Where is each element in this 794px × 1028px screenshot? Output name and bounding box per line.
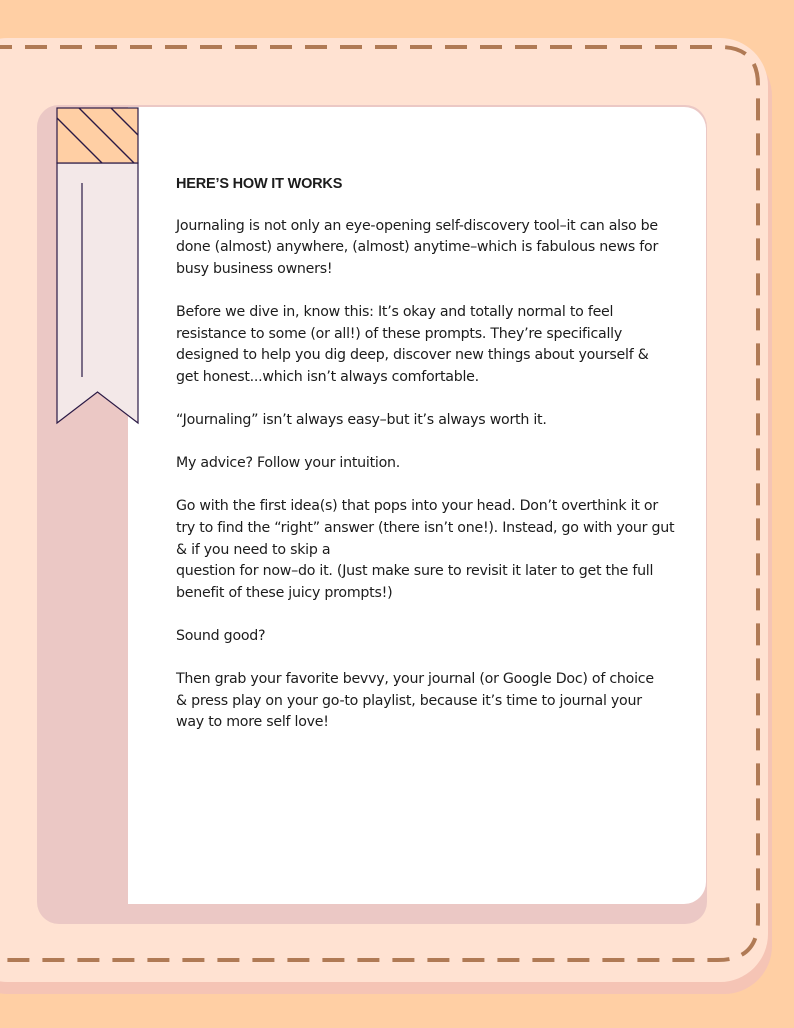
paragraph-list bbox=[176, 216, 675, 734]
paragraph-line: busy business owners! bbox=[176, 260, 333, 277]
paragraph-line: designed to help you dig deep, discover new things about yourself & bbox=[176, 347, 649, 364]
paragraph-line: try to find the “right” answer (there isn’t one!). Instead, go with your gut bbox=[176, 519, 675, 536]
paragraph bbox=[176, 496, 675, 604]
ribbon-body bbox=[57, 163, 138, 423]
page-title: HERE’S HOW IT WORKS bbox=[176, 176, 343, 192]
paragraph bbox=[176, 669, 658, 734]
paragraph-line: get honest...which isn’t always comfortable. bbox=[176, 368, 479, 385]
paragraph-line: way to more self love! bbox=[176, 714, 329, 731]
paragraph-line: & if you need to skip a bbox=[176, 541, 331, 558]
paragraph-line: Before we dive in, know this: It’s okay and totally normal to feel bbox=[176, 303, 614, 320]
paragraph-line: Sound good? bbox=[176, 627, 266, 644]
document-body bbox=[176, 174, 675, 755]
paragraph-line: Journaling is not only an eye-opening self-discovery tool–it can also be bbox=[176, 217, 658, 234]
paragraph bbox=[176, 302, 658, 388]
paragraph-line: benefit of these juicy prompts!) bbox=[176, 584, 393, 601]
bookmark-ribbon-icon bbox=[56, 107, 139, 425]
paragraph-line: done (almost) anywhere, (almost) anytime–which is fabulous news for bbox=[176, 239, 659, 256]
paragraph bbox=[176, 410, 658, 432]
paragraph-line: question for now–do it. (Just make sure to revisit it later to get the full bbox=[176, 563, 654, 580]
paragraph bbox=[176, 626, 658, 648]
paragraph-line: Go with the first idea(s) that pops into your head. Don’t overthink it or bbox=[176, 498, 658, 515]
paragraph-line: resistance to some (or all!) of these prompts. They’re specifically bbox=[176, 325, 622, 342]
paragraph bbox=[176, 453, 658, 475]
paragraph-line: “Journaling” isn’t always easy–but it’s always worth it. bbox=[176, 411, 547, 428]
paragraph-line: My advice? Follow your intuition. bbox=[176, 455, 401, 472]
paragraph bbox=[176, 216, 658, 281]
paragraph-line: & press play on your go-to playlist, because it’s time to journal your bbox=[176, 692, 642, 709]
paragraph-line: Then grab your favorite bevvy, your journal (or Google Doc) of choice bbox=[176, 671, 654, 688]
